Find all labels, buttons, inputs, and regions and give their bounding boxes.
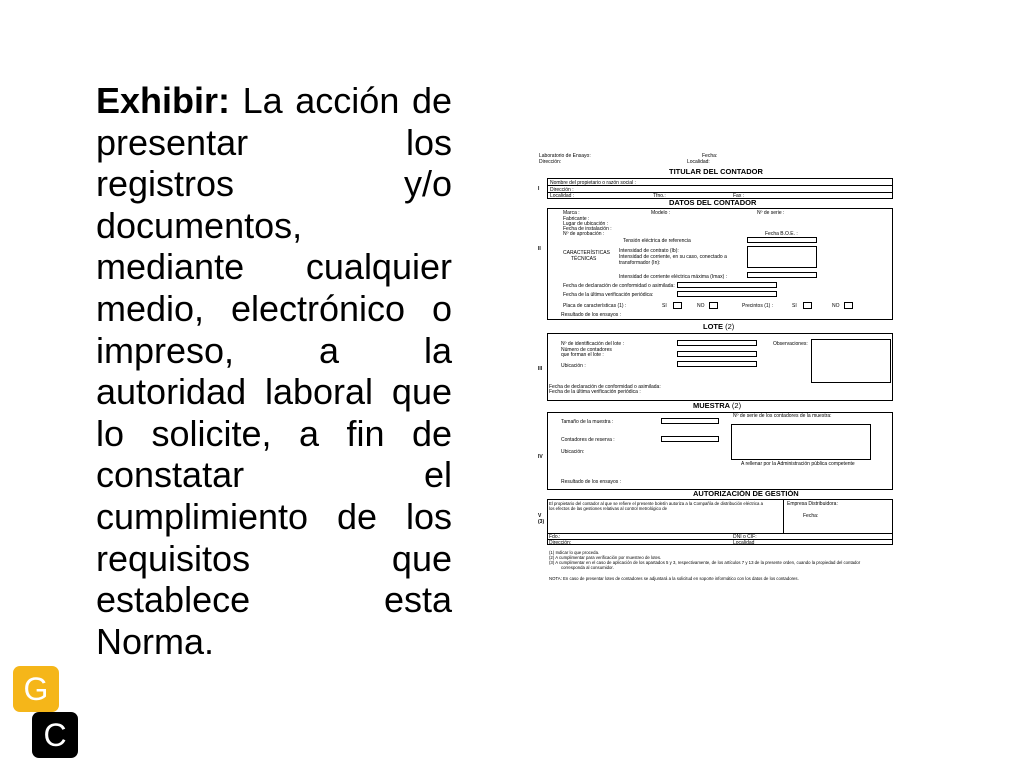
muestra-note: (2) — [731, 401, 742, 410]
placa-si-label: SI — [662, 303, 667, 309]
note-3b: corresponda al consumidor. — [561, 565, 614, 570]
transformador-label: transformador (In): — [619, 260, 661, 266]
ncont-label: Número de contadores — [561, 347, 612, 353]
tamano-label: Tamaño de la muestra : — [561, 419, 614, 425]
int-max-label: Intensidad de corriente eléctrica máxima (Imax) : — [619, 274, 728, 280]
nident-field — [677, 340, 757, 346]
tfno-label: Tfno.: — [653, 193, 666, 199]
autorizacion-fecha-label: Fecha: — [803, 513, 819, 519]
placa-no-label: NO — [697, 303, 705, 309]
muestra-ubicacion-label: Ubicación: — [561, 449, 585, 455]
fax-label: Fax : — [733, 193, 745, 199]
int-contrato-label: Intensidad de contrato (Ib): — [619, 248, 679, 254]
int-max-field — [747, 272, 817, 278]
forman-field — [677, 351, 757, 357]
form-localidad-label: Localidad: — [687, 159, 710, 165]
form-dir-label: Dirección: — [539, 159, 562, 165]
section-3-roman: III — [538, 366, 543, 372]
empresa-label: Empresa Distribuidora: — [787, 501, 838, 507]
localidad-label: Localidad : — [550, 193, 575, 199]
muestra-nserie-label: Nº de serie de los contadores de la muestra: — [733, 413, 832, 419]
section-5-roman: V — [538, 513, 542, 519]
precintos-no-label: NO — [832, 303, 840, 309]
note-2: (2) A cumplimentar para verificación por muestreo de lotes. — [549, 555, 662, 560]
marca-label: Marca : — [563, 210, 580, 216]
definition-text: La acción de presentar los registros y/o documentos, mediante cualquier medio, electrónico o impreso, a la autoridad laboral que lo solicite, a fin de constatar el cumplimiento de los requisitos que establece esta Norma. — [96, 80, 452, 662]
fecha-boe-label: Fecha B.O.E. : — [765, 231, 798, 237]
resultado-label: Resultado de los ensayos : — [561, 312, 622, 318]
direccion-label: Dirección : — [550, 187, 574, 193]
nserie-label: Nº de serie : — [757, 210, 785, 216]
autorizacion-text-2: los efectos de las gestiones relativas al control metrológico de — [549, 506, 667, 511]
placa-no-checkbox — [709, 302, 718, 309]
rellenar-label: A rellenar por la Administración pública competente — [741, 461, 855, 467]
lugar-label: Lugar de ubicación : — [563, 221, 609, 227]
nombre-label: Nombre del propietario o razón social : — [550, 180, 636, 186]
divider — [547, 192, 893, 193]
fdo-label: Fdo.: — [549, 534, 561, 540]
divider — [547, 539, 893, 540]
form-fecha-label: Fecha: — [702, 153, 718, 159]
section-5-roman-note: (3) — [538, 519, 545, 525]
definition-term: Exhibir: — [96, 80, 231, 121]
tension-field — [747, 237, 817, 243]
fabricante-label: Fabricante : — [563, 216, 590, 222]
section-autorizacion-title: AUTORIZACIÓN DE GESTIÓN — [693, 489, 799, 498]
section-4-roman: IV — [538, 454, 543, 460]
note-nota: NOTA: En caso de presentar lotes de contadores se adjuntará a la solicitud en soporte informático con los datos de los contadores. — [549, 576, 799, 581]
precintos-label: Precintos (1) : — [742, 303, 774, 309]
fecha-inst-label: Fecha de instalación : — [563, 226, 612, 232]
section-2-roman: II — [538, 246, 541, 252]
fecha-verif-label: Fecha de la última verificación periódica: — [563, 292, 654, 298]
reserva-field — [661, 436, 719, 442]
reserva-label: Contadores de reserva : — [561, 437, 615, 443]
form-image — [537, 150, 894, 586]
divider — [783, 499, 784, 533]
fecha-verif-field — [677, 291, 777, 297]
placa-si-checkbox — [673, 302, 682, 309]
caract-label: CARACTERÍSTICAS — [563, 250, 610, 256]
section-titular-title: TITULAR DEL CONTADOR — [669, 167, 763, 176]
form-lab-label: Laboratorio de Ensayo: — [539, 153, 591, 159]
note-3: (3) A cumplimentar en el caso de aplicación de los apartados 5 y 3, respectivamente, de los artículos 7 y 13 de la presente orden, cuando la propiedad del contador — [549, 560, 861, 565]
section-1-roman: I — [538, 186, 540, 192]
modelo-label: Modelo : — [651, 210, 671, 216]
autorizacion-text-1: El propietario del contador al que se refiere el presente boletín autoriza a la Compañía de distribución eléctrica a — [549, 501, 764, 506]
precintos-si-label: SI — [792, 303, 797, 309]
forman-label: que forman el lote : — [561, 352, 604, 358]
definition-paragraph — [96, 80, 452, 662]
muestra-resultado-label: Resultado de los ensayos : — [561, 479, 622, 485]
section-datos-title: DATOS DEL CONTADOR — [669, 198, 757, 207]
lote-title-text: LOTE — [703, 322, 723, 331]
tecnicas-label: TÉCNICAS — [571, 256, 597, 262]
int-conectado-label: Intensidad de corriente, en su caso, conectado a — [619, 254, 727, 260]
lote-note: (2) — [725, 322, 735, 331]
lote-fecha-decl-label: Fecha de declaración de conformidad o asimilada: — [549, 384, 661, 390]
muestra-nserie-field — [731, 424, 871, 460]
section-lote-title — [703, 324, 734, 330]
fecha-decl-field — [677, 282, 777, 288]
note-1: (1) Indicar lo que proceda. — [549, 550, 600, 555]
observaciones-label: Observaciones: — [773, 341, 808, 347]
ubicacion-field — [677, 361, 757, 367]
precintos-no-checkbox — [844, 302, 853, 309]
placa-label: Placa de características (1) : — [563, 303, 627, 309]
tamano-field — [661, 418, 719, 424]
intensidad-field — [747, 246, 817, 268]
tension-label: Tensión eléctrica de referencia — [623, 238, 691, 244]
divider — [547, 533, 893, 534]
dni-label: DNI o CIF: — [733, 534, 757, 540]
section-muestra-title — [693, 403, 741, 409]
ubicacion-label: Ubicación : — [561, 363, 586, 369]
precintos-si-checkbox — [803, 302, 812, 309]
fecha-decl-label: Fecha de declaración de conformidad o asimilada: — [563, 283, 675, 289]
autorizacion-direccion-label: Dirección: — [549, 540, 572, 546]
autorizacion-localidad-label: Localidad — [733, 540, 755, 546]
naprob-label: Nº de aprobación : — [563, 231, 605, 237]
nident-label: Nº de identificación del lote : — [561, 341, 624, 347]
logo-c-icon: C — [32, 712, 78, 758]
muestra-title-text: MUESTRA — [693, 401, 730, 410]
logo-g-icon: G — [13, 666, 59, 712]
observaciones-field — [811, 339, 891, 383]
lote-fecha-verif-label: Fecha de la última verificación periódica : — [549, 389, 641, 395]
